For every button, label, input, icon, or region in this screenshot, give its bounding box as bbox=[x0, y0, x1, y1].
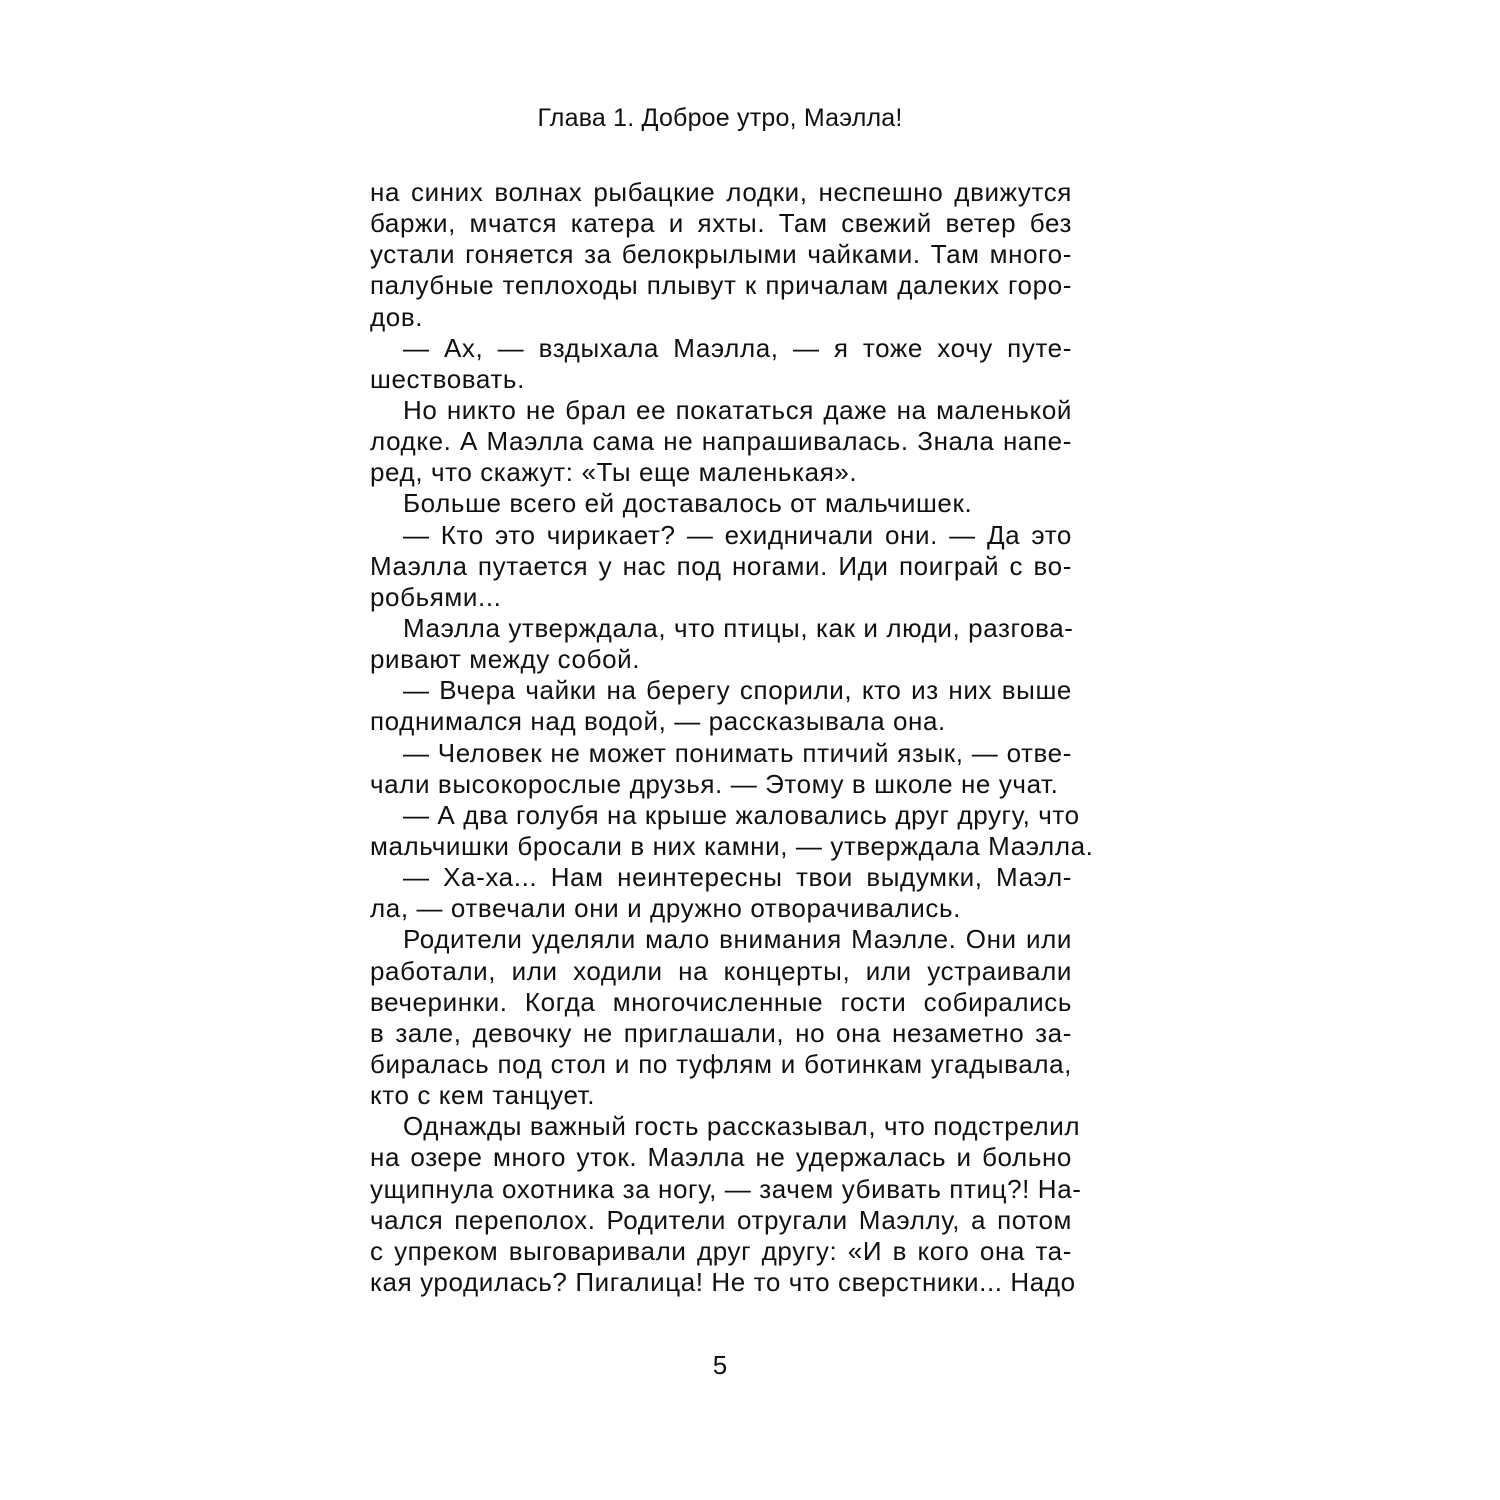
text-line: — Кто это чирикает? — ехидничали они. — Да это bbox=[403, 519, 1072, 550]
text-line: устали гоняется за белокрылыми чайками. Там много- bbox=[370, 239, 1072, 270]
text-line: Однажды важный гость рассказывал, что подстрелил bbox=[403, 1111, 1081, 1142]
text-line: на озере много уток. Маэлла не удержалась и больно bbox=[370, 1142, 1072, 1173]
text-line: баржи, мчатся катера и яхты. Там свежий ветер без bbox=[370, 208, 1072, 239]
text-line: робьями... bbox=[370, 581, 502, 612]
text-line: вечеринки. Когда многочисленные гости собирались bbox=[370, 986, 1072, 1017]
text-line: — Ах, — вздыхала Маэлла, — я тоже хочу путе- bbox=[403, 332, 1072, 363]
text-line: мальчишки бросали в них камни, — утверждала Маэлла. bbox=[370, 830, 1094, 861]
text-line: Родители уделяли мало внимания Маэлле. Они или bbox=[403, 924, 1072, 955]
text-line: Маэлла утверждала, что птицы, как и люди, разгова- bbox=[403, 612, 1074, 643]
text-line: — Человек не может понимать птичий язык, — отве- bbox=[403, 737, 1072, 768]
text-line: дов. bbox=[370, 301, 424, 332]
text-line: ривают между собой. bbox=[370, 644, 641, 675]
text-line: — Ха-ха... Нам неинтересны твои выдумки, Маэл- bbox=[403, 862, 1072, 893]
text-line: биралась под стол и по туфлям и ботинкам угадывала, bbox=[370, 1048, 1072, 1079]
text-line: — Вчера чайки на берегу спорили, кто из них выше bbox=[403, 675, 1072, 706]
running-title: Глава 1. Доброе утро, Маэлла! bbox=[537, 104, 903, 132]
page-number: 5 bbox=[712, 1350, 728, 1380]
text-line: кто с кем танцует. bbox=[370, 1080, 596, 1111]
text-line: Но никто не брал ее покататься даже на маленькой bbox=[403, 394, 1072, 425]
text-line: шествовать. bbox=[370, 363, 525, 394]
text-line: палубные теплоходы плывут к причалам далеких горо- bbox=[370, 270, 1072, 301]
text-line: кая уродилась? Пигалица! Не то что сверстники... Надо bbox=[370, 1266, 1076, 1297]
text-line: Больше всего ей доставалось от мальчишек. bbox=[403, 488, 973, 519]
text-line: ла, — отвечали они и дружно отворачивались. bbox=[370, 893, 961, 924]
text-line: ред, что скажут: «Ты еще маленькая». bbox=[370, 457, 858, 488]
text-line: — А два голубя на крыше жаловались друг другу, что bbox=[403, 799, 1080, 830]
text-line: на синих волнах рыбацкие лодки, неспешно движутся bbox=[370, 177, 1072, 207]
text-line: лодке. А Маэлла сама не напрашивалась. Знала напе- bbox=[370, 426, 1072, 457]
text-line: Маэлла путается у нас под ногами. Иди поиграй с во- bbox=[370, 550, 1072, 581]
text-line: в зале, девочку не приглашали, но она незаметно за- bbox=[370, 1017, 1072, 1048]
text-line: поднимался над водой, — рассказывала она. bbox=[370, 706, 946, 737]
text-line: чали высокорослые друзья. — Этому в школе не учат. bbox=[370, 768, 1059, 799]
text-line: работали, или ходили на концерты, или устраивали bbox=[370, 955, 1072, 986]
body-text bbox=[370, 177, 1094, 1298]
text-line: с упреком выговаривали друг другу: «И в кого она та- bbox=[370, 1235, 1072, 1266]
text-line: ущипнула охотника за ногу, — зачем убивать птиц?! На- bbox=[370, 1173, 1082, 1204]
text-line: чался переполох. Родители отругали Маэллу, а потом bbox=[370, 1204, 1072, 1235]
